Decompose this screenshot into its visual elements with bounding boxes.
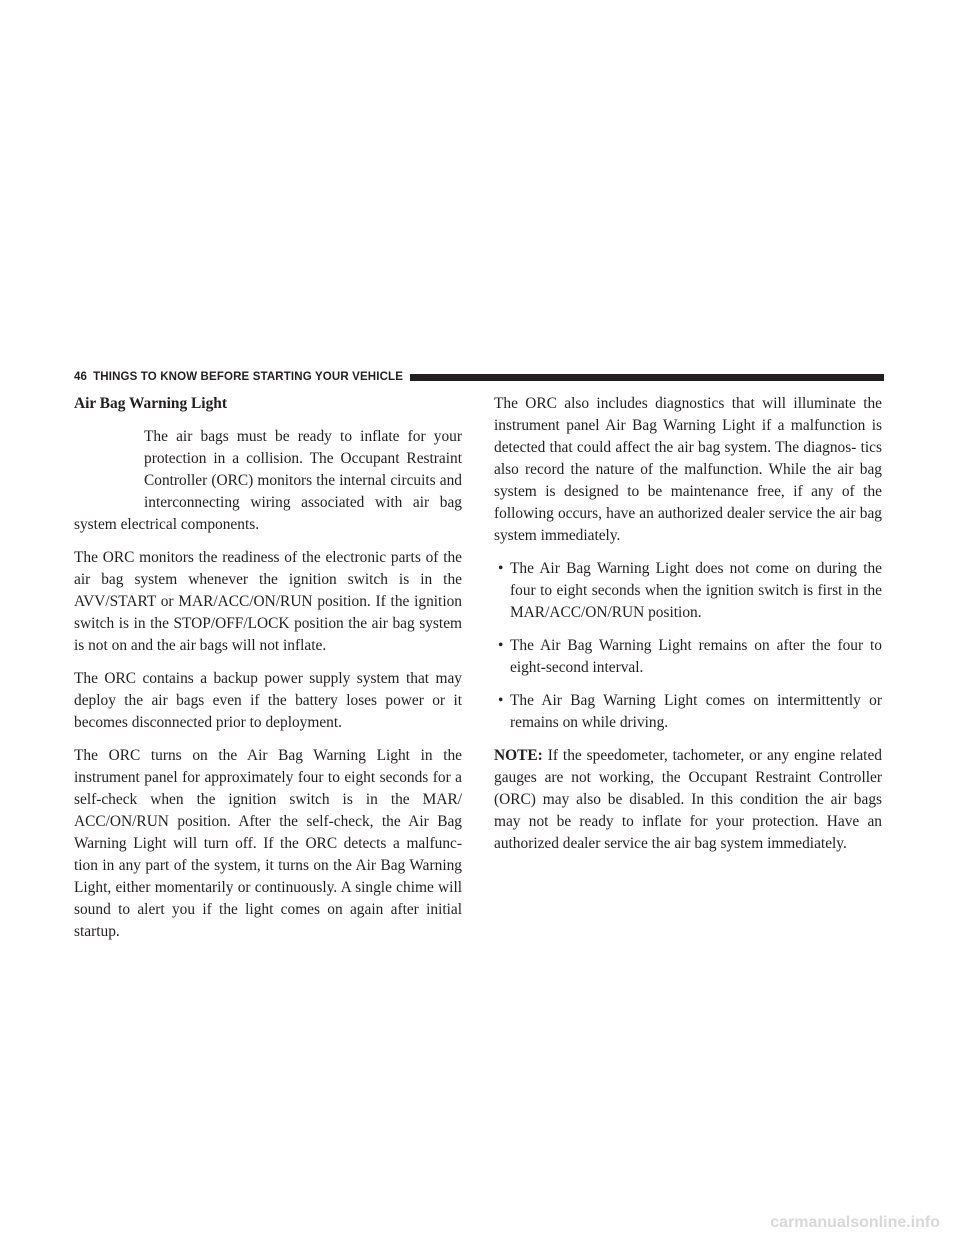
intro-text: The air bags must be ready to inflate for your protection in a collision. The Occupant Restraint Controller (ORC) monitors the internal circuits and interconnecting wiring associated with air bag system electrical components. bbox=[74, 428, 462, 533]
air-bag-warning-light-heading: Air Bag Warning Light bbox=[74, 395, 227, 412]
intro-block bbox=[74, 426, 462, 536]
page-header bbox=[74, 370, 884, 384]
paragraph: The ORC turns on the Air Bag Warning Light in the instrument panel for approximately four to eight seconds for a self-check when the ignition switch is in the MAR/ ACC/ON/RUN position. After the self-check, the Air Bag Warning Light will turn off. If the ORC detects a malfunc- tion in any part of the system, it turns on the Air Bag Warning Light, either momentarily or continuously. A single chime will sound to alert you if the light comes on again after initial startup. bbox=[74, 747, 462, 940]
header-rule bbox=[410, 374, 884, 381]
watermark: carmanualsonline.info bbox=[770, 1214, 940, 1231]
page-number: 46 bbox=[74, 371, 88, 383]
bullet-icon: • bbox=[498, 692, 504, 709]
air-bag-warning-icon-space bbox=[74, 426, 144, 514]
paragraph: The ORC monitors the readiness of the electronic parts of the air bag system whenever the ignition switch is in the AVV/START or MAR/ACC/ON/RUN position. If the ignition switch is in the STOP/OFF/LOCK position the air bag system is not on and the air bags will not inflate. bbox=[74, 549, 462, 654]
paragraph: The ORC also includes diagnostics that will illuminate the instrument panel Air Bag Warning Light if a malfunction is detected that could affect the air bag system. The diagnos- tics also record the nature of the malfunction. While the air bag system is designed to be maintenance free, if any of the following occurs, have an authorized dealer service the air bag system immediately. bbox=[494, 395, 882, 544]
note-paragraph bbox=[494, 745, 882, 855]
bullet-icon: • bbox=[498, 560, 504, 577]
note-label: NOTE: bbox=[494, 747, 543, 764]
list-item bbox=[494, 635, 882, 679]
right-column bbox=[494, 393, 882, 866]
left-column bbox=[74, 393, 462, 954]
list-item-text: The Air Bag Warning Light comes on intermittently or remains on while driving. bbox=[510, 692, 882, 731]
list-item bbox=[494, 690, 882, 734]
list-item-text: The Air Bag Warning Light does not come on during the four to eight seconds when the ignition switch is first in the MAR/ACC/ON/RUN position. bbox=[510, 560, 882, 621]
paragraph: The ORC contains a backup power supply system that may deploy the air bags even if the battery loses power or it becomes disconnected prior to deployment. bbox=[74, 670, 462, 731]
list-item bbox=[494, 558, 882, 624]
section-title: THINGS TO KNOW BEFORE STARTING YOUR VEHICLE bbox=[93, 371, 404, 383]
bullet-icon: • bbox=[498, 637, 504, 654]
list-item-text: The Air Bag Warning Light remains on after the four to eight-second interval. bbox=[510, 637, 882, 676]
note-text: If the speedometer, tachometer, or any engine related gauges are not working, the Occupant Restraint Controller (ORC) may also be disabled. In this condition the air bags may not be ready to inflate for your protection. Have an authorized dealer service the air bag system immediately. bbox=[494, 747, 882, 852]
bullet-list bbox=[494, 558, 882, 734]
